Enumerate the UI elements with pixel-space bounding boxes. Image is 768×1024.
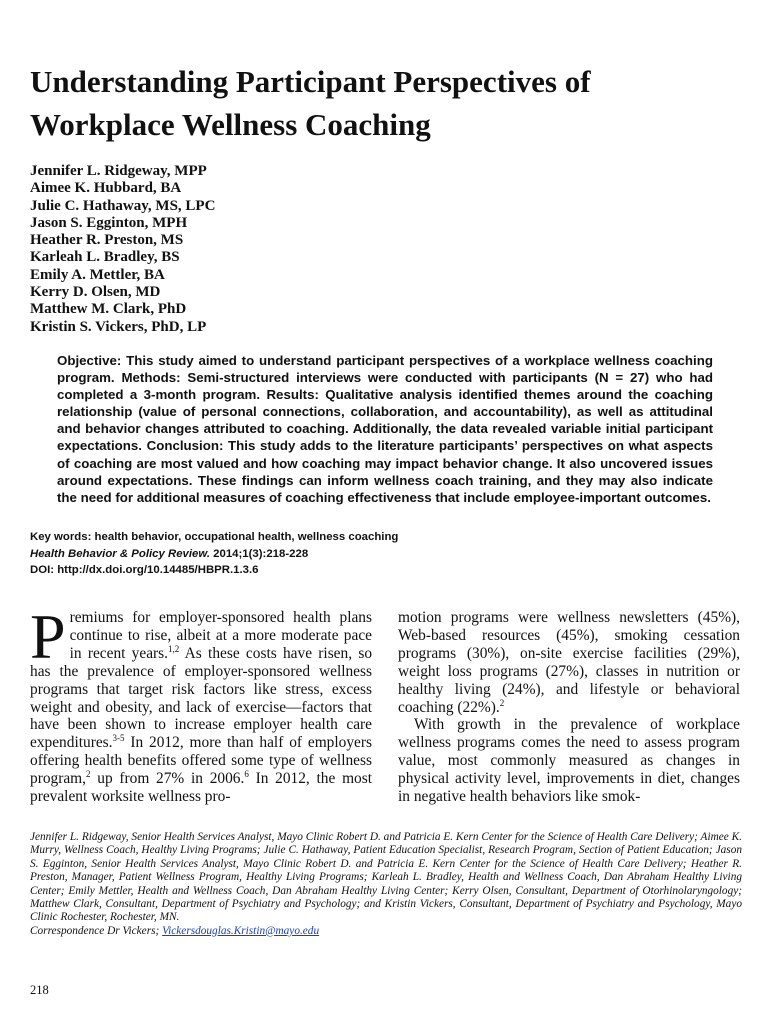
article-title: Understanding Participant Perspectives of Workplace Wellness Coaching bbox=[30, 64, 591, 142]
citation-detail: 2014;1(3):218-228 bbox=[210, 547, 309, 560]
journal-name: Health Behavior & Policy Review. bbox=[30, 547, 210, 560]
citation bbox=[30, 546, 630, 563]
paragraph-text: In 2012, more than half of employers offering health benefits offered some type of wellness program, bbox=[30, 734, 372, 788]
methods-label: Methods: bbox=[121, 370, 181, 386]
doi: DOI: http://dx.doi.org/10.14485/HBPR.1.3.6 bbox=[30, 564, 259, 576]
body-column-right bbox=[398, 609, 740, 806]
body-column-left bbox=[30, 601, 373, 806]
conclusion-text: This study adds to the literature participants’ perspectives on what aspects of coaching are most valued and how coaching may impact behavior change. It also uncovered issues around expectations. These findings can inform wellness coach training, and they may also indicate the need for additional measures of coaching effectiveness that include employee-important outcomes. bbox=[57, 438, 713, 505]
paragraph: With growth in the prevalence of workplace wellness programs comes the need to assess program value, most commonly measured as changes in physical activity level, improvements in diet, changes in negative health behaviors like smok- bbox=[398, 716, 740, 806]
author: Julie C. Hathaway, MS, LPC bbox=[30, 197, 216, 214]
citation-ref: 1,2 bbox=[168, 643, 180, 654]
correspondence-label: Correspondence Dr Vickers; bbox=[30, 924, 163, 937]
author: Kristin S. Vickers, PhD, LP bbox=[30, 318, 207, 335]
paragraph bbox=[30, 601, 373, 806]
author: Emily A. Mettler, BA bbox=[30, 266, 165, 283]
results-label: Results: bbox=[266, 387, 319, 403]
citation-ref: 3-5 bbox=[112, 733, 125, 744]
keywords: Key words: health behavior, occupational health, wellness coaching bbox=[30, 531, 399, 543]
drop-cap: P bbox=[30, 601, 66, 672]
paragraph bbox=[398, 609, 740, 716]
author: Matthew M. Clark, PhD bbox=[30, 301, 187, 318]
author: Jason S. Egginton, MPH bbox=[30, 214, 188, 231]
paragraph-text: remiums for employer-sponsored health plans continue to rise, albeit at a more moderate pace in recent years. bbox=[69, 609, 372, 662]
conclusion-label: Conclusion: bbox=[146, 438, 224, 454]
abstract bbox=[57, 352, 713, 506]
author: Aimee K. Hubbard, BA bbox=[30, 180, 182, 197]
author: Jennifer L. Ridgeway, MPP bbox=[30, 163, 207, 179]
objective-text: This study aimed to understand participant perspectives of a workplace wellness coaching program. bbox=[57, 353, 713, 386]
author-affiliations bbox=[30, 831, 742, 938]
citation-ref: 2 bbox=[499, 697, 505, 708]
paragraph-text: In 2012, the most prevalent worksite wellness pro- bbox=[30, 770, 373, 806]
citation-ref: 2 bbox=[86, 769, 91, 780]
paragraph-text: up from 27% in 2006. bbox=[90, 770, 245, 788]
article-meta bbox=[30, 529, 630, 579]
author: Heather R. Preston, MS bbox=[30, 232, 184, 249]
author-list bbox=[30, 163, 430, 336]
citation-ref: 6 bbox=[244, 769, 249, 780]
author: Karleah L. Bradley, BS bbox=[30, 249, 180, 266]
paragraph-text: As these costs have risen, so has the prevalence of employer-sponsored wellness programs that target risk factors like stress, excess weight and obesity, and lack of exercise—factors that have been shown to increase employer health care expenditures. bbox=[30, 644, 373, 752]
page-number: 218 bbox=[30, 983, 49, 997]
affiliation-text: Jennifer L. Ridgeway, Senior Health Services Analyst, Mayo Clinic Robert D. and Patricia E. Kern Center for the Science of Health Care Delivery; Aimee K. Murry, Wellness Coach, Healthy Living Programs; Julie C. Hathaway, Patient Education Specialist, Research Program, Section of Patient Education; Jason S. Egginton, Senior Health Services Analyst, Mayo Clinic Robert D. and Patricia E. Kern Center for the Science of Health Care Delivery; Heather R. Preston, Manager, Patient Wellness Program, Healthy Living Programs; Karleah L. Bradley, Health and Wellness Coach, Dan Abraham Healthy Living Center; Emily Mettler, Health and Wellness Coach, Dan Abraham Healthy Living Center; Kerry Olsen, Consultant, Department of Otorhinolaryngology; Matthew Clark, Consultant, Department of Psychiatry and Psychology; and Kristin Vickers, Consultant, Department of Psychiatry and Psychology, Mayo Clinic Rochester, Rochester, MN. bbox=[30, 831, 742, 924]
paragraph-text: motion programs were wellness newsletters (45%), Web-based resources (45%), smoking cessation programs (30%), on-site exercise facilities (29%), weight loss programs (27%), classes in nutrition or healthy living (24%), and lifestyle or behavioral coaching (22%). bbox=[398, 609, 740, 716]
methods-text: Semi-structured interviews were conducted with participants (N = 27) who had completed a 3-month program. bbox=[57, 370, 714, 403]
objective-label: Objective: bbox=[57, 353, 122, 368]
results-text: Qualitative analysis identified themes around the coaching relationship (value of personal connections, collaboration, and accountability), as well as attitudinal and behavior changes attributed to coaching. Additionally, the data revealed variable initial participant expectations. bbox=[57, 387, 714, 454]
author: Kerry D. Olsen, MD bbox=[30, 284, 161, 301]
correspondence-email-link[interactable]: Vickersdouglas.Kristin@mayo.edu bbox=[162, 924, 320, 937]
